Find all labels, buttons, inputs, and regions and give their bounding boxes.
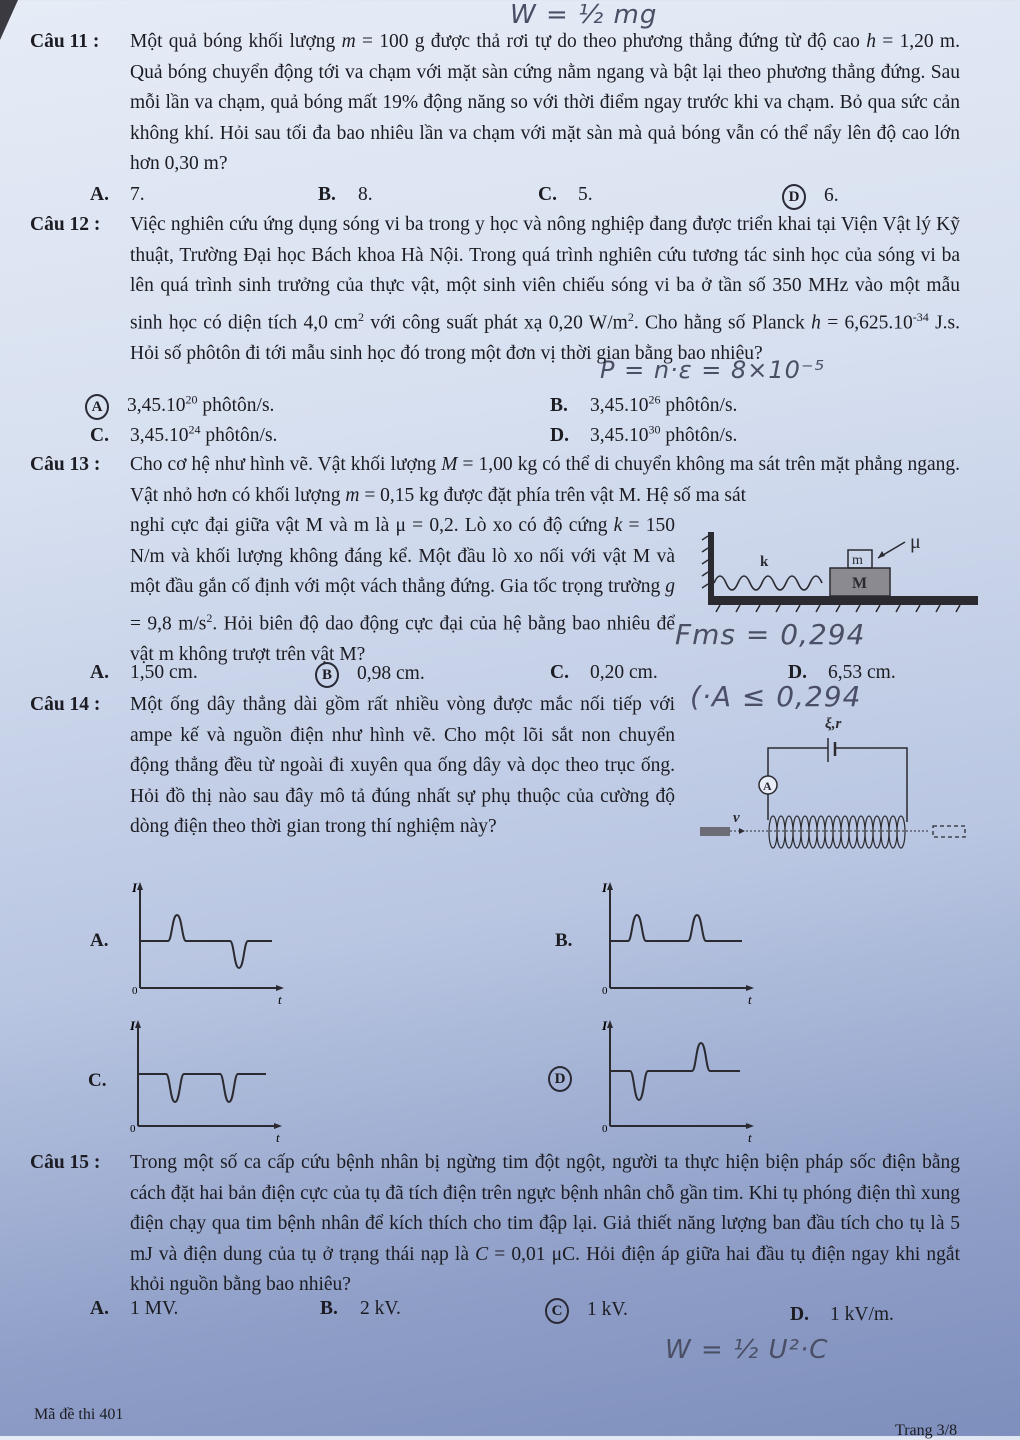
graph-b-label: B. xyxy=(555,930,573,951)
ammeter-label: A xyxy=(763,779,772,793)
circled-answer-icon: D xyxy=(548,1066,572,1092)
question-15 xyxy=(30,1148,960,1301)
graph-b-peak-then-peak[interactable] xyxy=(600,880,760,1005)
svg-text:0: 0 xyxy=(130,1123,136,1135)
graph-a-label: A. xyxy=(90,930,109,951)
page-number: Trang 3/8 xyxy=(895,1422,958,1439)
svg-text:0: 0 xyxy=(602,1123,608,1135)
options-q12-row1 xyxy=(60,392,960,422)
graph-d-label-marked xyxy=(548,1066,590,1092)
option-c[interactable]: C. 5. xyxy=(538,184,593,205)
spring-k-label: k xyxy=(760,554,769,570)
option-d[interactable]: D. 3,45.10$^{30}$ phôtôn/s. xyxy=(550,422,738,446)
svg-text:I: I xyxy=(602,1018,608,1033)
block-m-label: m xyxy=(852,553,863,568)
option-b[interactable]: B. 8. xyxy=(318,184,373,205)
options-q15 xyxy=(60,1298,960,1328)
question-text: Trong một số ca cấp cứu bệnh nhân bị ngừng tim đột ngột, người ta thực hiện biện pháp sốc điện bằng cách đặt hai bản điện cực của tụ đã tích điện trên ngực bệnh nhân chỗ gần tim. Khi tụ phóng điện thì xung điện chạy qua tim bệnh nhân để kích thích cho tim đập lại. Giả thiết năng lượng ban đầu tích cho tụ là 5 mJ và điện dung của tụ ở trạng thái nạp là C = 0,01 μC. Hỏi điện áp giữa hai đầu tụ điện ngay khi ngắt khỏi nguồn bằng bao nhiêu? xyxy=(130,1152,960,1295)
question-text: Cho cơ hệ như hình vẽ. Vật khối lượng M = 1,00 kg có thể di chuyển không ma sát trên mặt phẳng ngang. Vật nhỏ hơn có khối lượng m = 0,15 kg được đặt phía trên vật M. Hệ số ma sát xyxy=(130,454,960,506)
source-label: ξ,r xyxy=(825,716,842,732)
block-M-label: M xyxy=(852,575,868,592)
question-text-continued: nghỉ cực đại giữa vật M và m là μ = 0,2. Lò xo có độ cứng k = 150 N/m và khối lượng không đáng kể. Một đầu lò xo nối với vật M và một đầu gắn cố định với một vách thẳng đứng. Gia tốc trọng trường g = 9,8 $m/s^2$. Hỏi biên độ dao động cực đại của hệ bằng bao nhiêu để vật m không trượt trên vật M? xyxy=(130,515,676,665)
option-b[interactable]: B. 3,45.10$^{26}$ phôtôn/s. xyxy=(550,392,738,416)
question-12 xyxy=(30,210,960,369)
question-label: Câu 13 : xyxy=(30,454,101,475)
option-d[interactable]: D. 6,53 cm. xyxy=(788,662,896,683)
spring-mass-figure xyxy=(700,528,980,618)
question-text: Một quả bóng khối lượng m = 100 g được thả rơi tự do theo phương thẳng đứng từ độ cao h = 1,20 m. Quả bóng chuyển động tới va chạm với mặt sàn cứng nằm ngang và bật lại theo phương thẳng đứng. Sau mỗi lần va chạm, quả bóng mất 19% động năng so với thời điểm ngay trước khi va chạm. Bỏ qua sức cản không khí. Hỏi sau tối đa bao nhiêu lần va chạm với mặt sàn mà quả bóng vẫn có thể nẩy lên độ cao lớn hơn 0,30 m? xyxy=(130,31,960,174)
option-c[interactable]: C. 3,45.10$^{24}$ phôtôn/s. xyxy=(90,422,278,446)
handwritten-note-top: W = ½ mg xyxy=(510,0,658,30)
option-a[interactable]: A. 1,50 cm. xyxy=(90,662,198,683)
handwritten-note-q15: W = ½ U²·C xyxy=(665,1335,829,1365)
option-a[interactable]: A. 1 MV. xyxy=(90,1298,179,1319)
svg-text:0: 0 xyxy=(132,985,138,997)
circled-answer-icon: C xyxy=(545,1298,569,1324)
option-d[interactable]: D. 1 kV/m. xyxy=(790,1304,894,1325)
svg-text:I: I xyxy=(602,880,608,895)
svg-text:I: I xyxy=(130,1018,136,1033)
option-b-marked[interactable]: B 0,98 cm. xyxy=(315,662,425,688)
photo-corner-shadow xyxy=(0,0,18,40)
handwritten-note-q14: (·A ≤ 0,294 xyxy=(690,680,862,713)
circled-answer-icon: D xyxy=(782,184,806,210)
question-text: Việc nghiên cứu ứng dụng sóng vi ba trong y học và nông nghiệp đang được triển khai tại Viện Vật lý Kỹ thuật, Trường Đại học Bách khoa Hà Nội. Trong quá trình nghiên cứu tương tác sinh học của sóng vi ba lên quá trình sinh trưởng của thực vật, một sinh viên chiếu sóng vi ba ở tần số 350 MHz vào một mẫu sinh học có diện tích 4,0 $cm^2$ với công suất phát xạ 0,20 $W/m^2$. Cho hằng số Planck $h = 6,625.10^{-34}$ J.s. Hỏi số phôtôn đi tới mẫu sinh học đó trong một đơn vị thời gian bằng bao nhiêu? xyxy=(130,214,961,364)
question-text: Một ống dây thẳng dài gồm rất nhiều vòng được mắc nối tiếp với ampe kế và nguồn điện như hình vẽ. Cho một lõi sắt non chuyển động thẳng đều từ ngoài đi xuyên qua ống dây và dọc theo trục ống. Hỏi đồ thị nào sau đây mô tả đúng nhất sự phụ thuộc của cường độ dòng điện theo thời gian trong thí nghiệm này? xyxy=(130,694,675,837)
question-label: Câu 14 : xyxy=(30,694,101,715)
option-a[interactable]: A. 7. xyxy=(90,184,145,205)
exam-code: Mã đề thi 401 xyxy=(34,1406,124,1423)
graph-c-dip-then-dip[interactable] xyxy=(128,1018,288,1143)
svg-text:t: t xyxy=(748,1130,752,1143)
graph-d-dip-then-peak[interactable] xyxy=(600,1018,760,1143)
svg-text:I: I xyxy=(132,880,138,895)
handwritten-note-q13: Fms = 0,294 xyxy=(675,618,866,651)
graph-a-peak-then-dip[interactable] xyxy=(130,880,290,1005)
graph-c-label: C. xyxy=(88,1070,107,1091)
option-c-marked[interactable]: C 1 kV. xyxy=(545,1298,628,1324)
circled-answer-icon: B xyxy=(315,662,339,688)
option-c[interactable]: C. 0,20 cm. xyxy=(550,662,658,683)
option-b[interactable]: B. 2 kV. xyxy=(320,1298,401,1319)
options-q13 xyxy=(60,662,960,692)
option-a-marked[interactable]: A 3,45.10$^{20}$ phôtôn/s. xyxy=(85,392,274,420)
svg-text:t: t xyxy=(276,1130,280,1143)
circled-answer-icon: A xyxy=(85,394,109,420)
velocity-label: v⃗ xyxy=(733,810,752,826)
question-11 xyxy=(30,27,960,180)
mu-label: μ xyxy=(910,531,921,553)
svg-text:0: 0 xyxy=(602,985,608,997)
svg-text:t: t xyxy=(278,992,282,1005)
svg-text:t: t xyxy=(748,992,752,1005)
solenoid-circuit-figure xyxy=(695,700,975,855)
option-d-marked[interactable]: D 6. xyxy=(782,184,839,210)
question-label: Câu 11 : xyxy=(30,31,100,52)
question-label: Câu 12 : xyxy=(30,214,101,235)
question-label: Câu 15 : xyxy=(30,1152,101,1173)
options-q12-row2 xyxy=(60,422,960,452)
handwritten-note-q12: P = n·ε = 8×10⁻⁵ xyxy=(600,356,826,384)
